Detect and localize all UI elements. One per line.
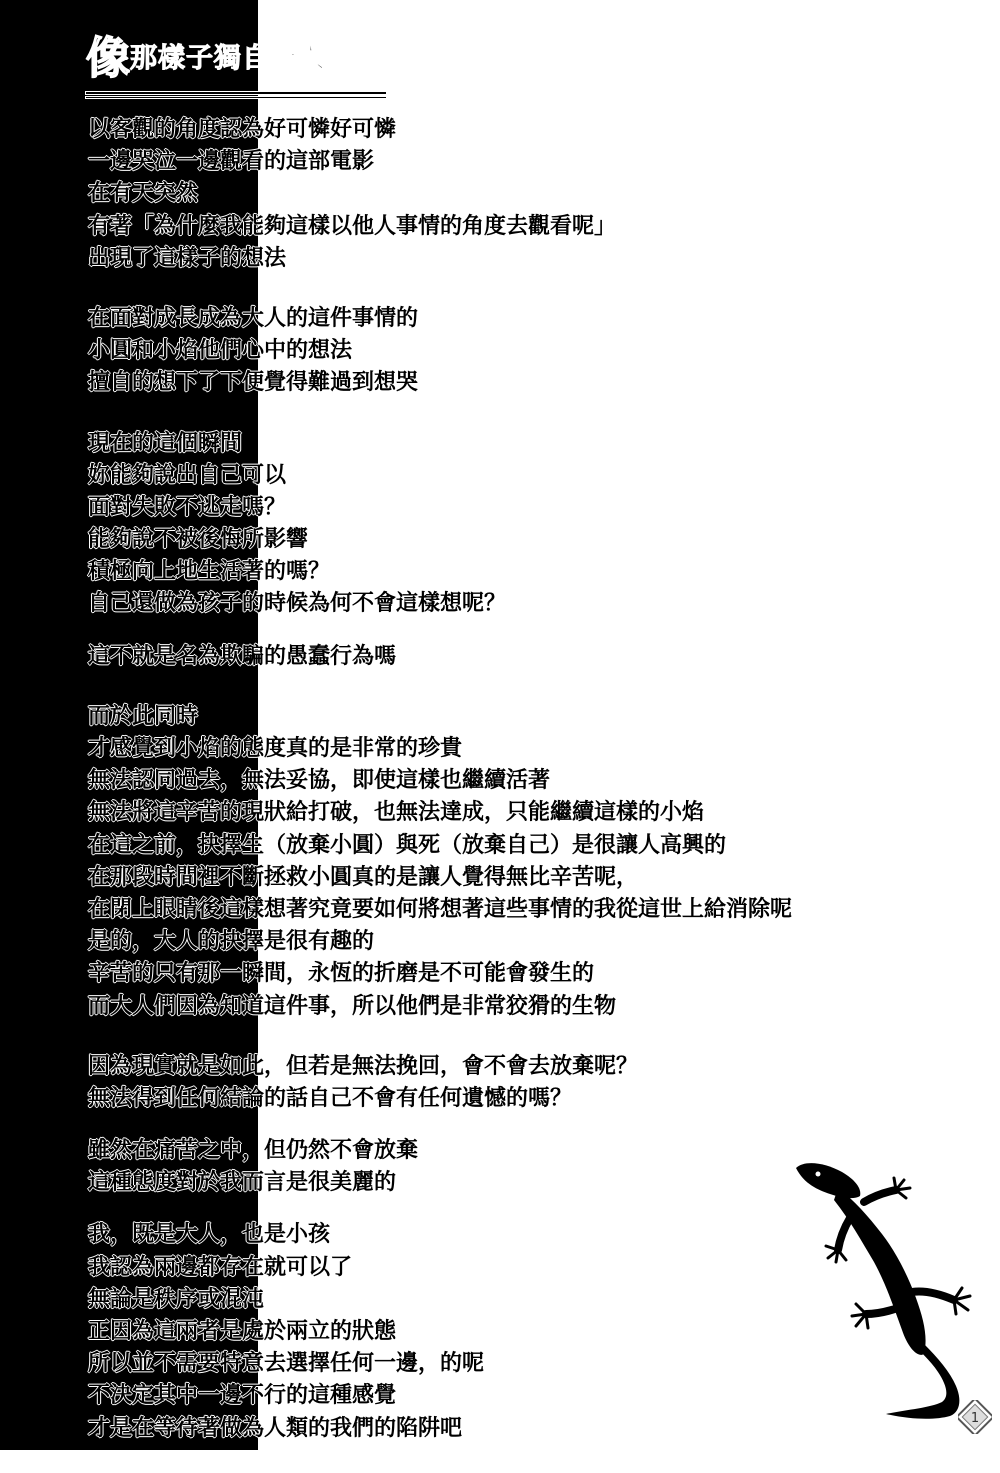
text-line: 能夠說不被後悔所影響 [88,527,309,553]
text-line: 是的，大人的抉擇是很有趣的 [88,929,375,955]
text-line: 出現了這樣子的想法 [88,245,287,271]
text-line: 在面對成長成為大人的這件事情的 [88,305,419,331]
text-line: 積極向上地生活著的嗎？ [88,559,331,585]
text-line: 在有天突然 [88,181,199,207]
text-line: 有著「為什麼我能夠這樣以他人事情的角度去觀看呢」 [88,213,617,239]
text-line: 才是在等待著做為人類的我們的陷阱吧 [88,1415,463,1441]
title-underline [86,92,386,94]
text-line: 現在的這個瞬間 [88,430,243,456]
text-line: 這種態度對於我而言是很美麗的 [88,1170,397,1196]
stanza-5 [88,701,993,1023]
text-line: 才感覺到小焰的態度真的是非常的珍貴 [88,736,463,761]
text-line: 所以並不需要特意去選擇任何一邊，的呢 [88,1351,485,1377]
text-line: 妳能夠說出自己可以 [88,462,287,488]
text-line: 在閉上眼睛後這樣想著究竟要如何將想著這些事情的我從這世上給消除呢 [88,896,793,922]
text-line: 我，既是大人，也是小孩 [88,1222,331,1248]
text-line: 自己還做為孩子的時候為何不會這樣想呢？ [88,591,507,617]
text-line: 小圓和小焰他們心中的想法 [88,338,353,364]
stanza-3 [88,428,993,621]
title-rest: 那樣子獨自一人 [130,43,326,74]
stanza-2 [88,303,993,400]
title-first-char: 像 [86,33,130,84]
stanza-4 [88,641,993,673]
text-line: 不決定其中一邊不行的這種感覺 [88,1383,397,1409]
stanza-1 [88,114,993,275]
text-line: 而於此同時 [88,703,199,729]
stanza-6 [88,1051,993,1115]
text-line: 正因為這兩者是處於兩立的狀態 [88,1319,397,1344]
text-line: 一邊哭泣一邊觀看的這部電影 [88,149,375,175]
text-line: 我認為兩邊都存在就可以了 [88,1254,353,1280]
text-line: 以客觀的角度認為好可憐好可憐 [88,117,397,142]
text-line: 這不就是名為欺騙的愚蠢行為嗎 [88,643,397,669]
text-line: 辛苦的只有那一瞬間，永恆的折磨是不可能會發生的 [88,961,595,987]
page-number-badge-icon [958,1400,992,1434]
text-line: 無法認同過去，無法妥協，即使這樣也繼續活著 [88,768,551,794]
page-number: 1 [970,1411,980,1426]
text-line: 無法得到任何結論的話自己不會有任何遺憾的嗎？ [88,1085,573,1111]
title-underline-thin [86,97,386,98]
text-line: 在那段時間裡不斷拯救小圓真的是讓人覺得無比辛苦呢， [88,864,639,890]
text-line: 面對失敗不逃走嗎？ [88,494,287,520]
page-title [86,33,326,84]
gecko-silhouette-icon [790,1158,985,1423]
text-line: 雖然在痛苦之中，但仍然不會放棄 [88,1138,419,1164]
text-line: 因為現實就是如此，但若是無法挽回，會不會去放棄呢？ [88,1053,639,1079]
text-line: 無法將這辛苦的現狀給打破，也無法達成，只能繼續這樣的小焰 [88,800,705,826]
text-line: 而大人們因為知道這件事，所以他們是非常狡猾的生物 [88,993,617,1019]
text-line: 無論是秩序或混沌 [88,1286,265,1312]
text-line: 擅自的想下了下便覺得難過到想哭 [88,370,419,396]
text-line: 在這之前，抉擇生（放棄小圓）與死（放棄自己）是很讓人高興的 [88,832,727,858]
